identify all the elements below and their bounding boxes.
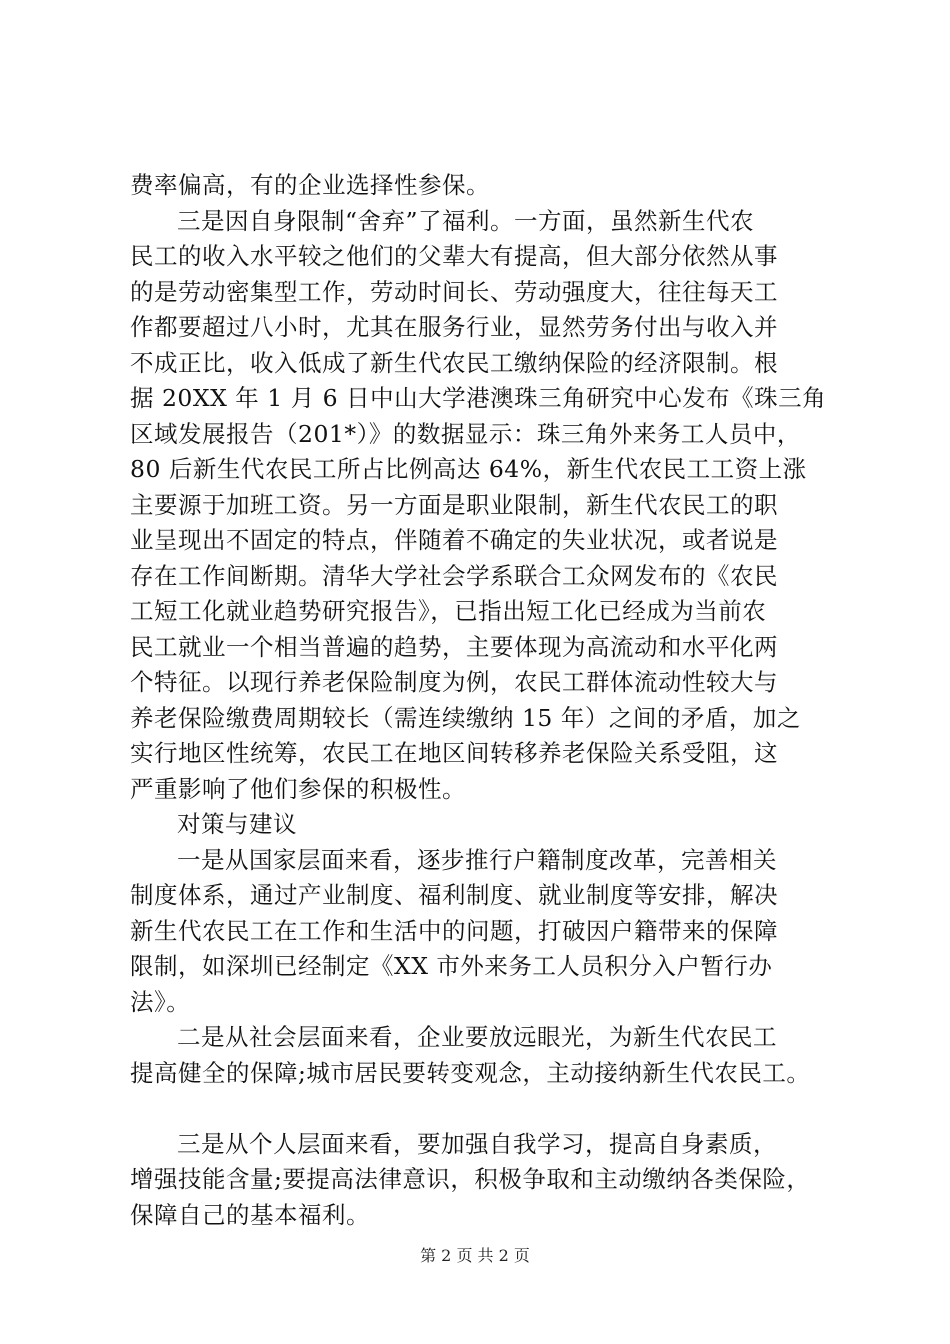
text-line: 保障自己的基本福利。	[130, 1200, 370, 1229]
text-line: 不成正比，收入低成了新生代农民工缴纳保险的经济限制。根	[130, 348, 778, 377]
text-line: 主要源于加班工资。另一方面是职业限制，新生代农民工的职	[130, 490, 778, 519]
text-line: 费率偏高，有的企业选择性参保。	[130, 171, 490, 199]
text-line: 限制，如深圳已经制定《XX 市外来务工人员积分入户暂行办	[130, 952, 773, 980]
text-line: 80 后新生代农民工所占比例高达 64%，新生代农民工工资上涨	[130, 455, 807, 483]
text-line: 实行地区性统筹，农民工在地区间转移养老保险关系受阻，这	[130, 739, 778, 767]
text-line: 存在工作间断期。清华大学社会学系联合工众网发布的《农民	[130, 561, 778, 590]
text-line: 严重影响了他们参保的积极性。	[130, 774, 466, 803]
text-line: 增强技能含量;要提高法律意识，积极争取和主动缴纳各类保险，	[130, 1165, 811, 1193]
text-line: 个特征。以现行养老保险制度为例，农民工群体流动性较大与	[130, 668, 778, 696]
paragraph-start-line: 一是从国家层面来看，逐步推行户籍制度改革，完善相关	[177, 845, 777, 874]
paragraph-start-line: 三是因自身限制“舍弃”了福利。一方面，虽然新生代农	[177, 206, 755, 235]
page-footer: 第 2 页 共 2 页	[420, 1246, 530, 1265]
text-line: 区域发展报告（201*）》的数据显示：珠三角外来务工人员中，	[130, 419, 801, 448]
text-line: 据 20XX 年 1 月 6 日中山大学港澳珠三角研究中心发布《珠三角	[130, 384, 827, 412]
text-line: 民工就业一个相当普遍的趋势，主要体现为高流动和水平化两	[130, 632, 778, 661]
text-line: 的是劳动密集型工作，劳动时间长、劳动强度大，往往每天工	[130, 277, 778, 306]
paragraph-start-line: 二是从社会层面来看，企业要放远眼光，为新生代农民工	[177, 1023, 777, 1051]
text-line: 制度体系，通过产业制度、福利制度、就业制度等安排，解决	[130, 881, 778, 909]
blank-line	[130, 1091, 830, 1127]
text-line: 新生代农民工在工作和生活中的问题，打破因户籍带来的保障	[130, 916, 778, 945]
text-line: 作都要超过八小时，尤其在服务行业，显然劳务付出与收入并	[130, 313, 778, 341]
text-line: 提高健全的保障;城市居民要转变观念，主动接纳新生代农民工。	[130, 1058, 811, 1087]
section-heading: 对策与建议	[177, 810, 297, 838]
text-line: 民工的收入水平较之他们的父辈大有提高，但大部分依然从事	[130, 242, 778, 270]
text-line: 法》。	[130, 987, 191, 1016]
paragraph-start-line: 三是从个人层面来看，要加强自我学习，提高自身素质，	[177, 1129, 777, 1158]
text-line: 业呈现出不固定的特点，伴随着不确定的失业状况，或者说是	[130, 526, 778, 554]
text-line: 养老保险缴费周期较长（需连续缴纳 15 年）之间的矛盾，加之	[130, 703, 801, 732]
document-body	[130, 168, 830, 1233]
text-line: 工短工化就业趋势研究报告》，已指出短工化已经成为当前农	[130, 597, 767, 625]
